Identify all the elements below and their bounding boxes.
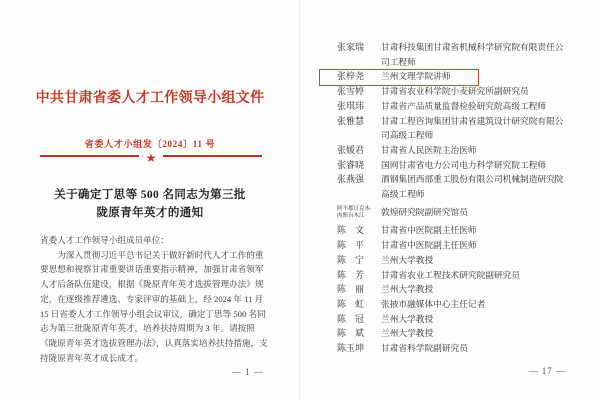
person-name: 陈 芳 [337,269,365,280]
list-item [337,205,566,220]
person-name: 陈 宁 [337,254,365,265]
person-affiliation: 国网甘肃省电力公司电力科学研究院工程师 [381,159,547,170]
page-number: — 1 — [232,367,264,377]
list-item [337,223,566,238]
person-name: 陈玉坤 [337,343,365,354]
body-line: 《陇原青年英才选拔管理办法》，认真落实培养扶持措施，支 [40,337,268,348]
person-affiliation: 兰州文理学院讲师 [381,71,451,82]
list-item [337,282,566,297]
person-name: 陈 文 [337,225,365,236]
list-item [337,253,566,268]
person-name: 张睿晓 [337,159,365,170]
page-number: — 17 — [528,366,566,376]
red-rule-right [163,155,262,157]
list-item [337,143,566,158]
body-line: 人才后备队伍建设，根据《陇原青年英才选拔管理办法》规 [40,279,264,290]
list-item-highlighted [337,69,566,84]
person-affiliation: 甘肃省农业工程技术研究院副研究员 [381,269,520,280]
list-item [337,341,566,356]
list-item [337,238,566,253]
document-number: 省委人才小组发〔2024〕11 号 [84,139,216,149]
person-affiliation: 张掖市融媒体中心主任记者 [381,298,486,309]
document-title [0,187,300,222]
person-affiliation: 敦煌研究院副研究馆员 [381,207,468,218]
person-name: 张雪婷 [337,86,365,97]
body-line: 志为第三批陇原青年英才，培养扶持周期为 3 年。请按照 [40,323,255,334]
person-name: 张燕强 [337,174,365,185]
person-name: 张梓尧 [337,71,365,82]
list-item [337,312,566,327]
recipient-list [337,40,566,356]
person-affiliation: 甘肃省人民医院主治医师 [381,144,477,155]
body-line: 为深入贯彻习近平总书记关于做好新时代人才工作的重 [40,249,264,260]
document-title-line2: 陇原青年英才的通知 [96,206,204,219]
person-affiliation: 兰州大学教授 [381,328,434,339]
person-name: 张家瑞 [337,42,365,52]
person-affiliation: 兰州大学教授 [381,284,434,295]
person-affiliation: 甘肃工程咨询集团甘肃省建筑设计研究院有限公司高级工程师 [381,115,564,141]
person-affiliation: 甘肃省中医院副主任医师 [381,225,477,236]
person-name: 阿不都日克木·肉斯台木江 [337,206,372,219]
body-line: 定，在逐级推荐遴选、专家评审的基础上，经 2024 年 11 月 [40,293,264,304]
body-line: 要思想和视察甘肃重要讲话重要指示精神，加强甘肃省领军 [40,264,264,275]
red-rule-left [40,155,139,157]
list-item [337,99,566,114]
person-affiliation: 甘肃省农业科学院小麦研究所副研究员 [381,86,529,97]
document-body [40,233,268,365]
body-line: 省委人才工作领导小组成员单位： [40,235,169,245]
person-name: 张雅慧 [337,115,365,126]
person-affiliation: 酒钢集团西部重工股份有限公司机械制造研究院高级工程师 [381,174,564,200]
list-item [337,172,566,201]
list-item [337,326,566,341]
person-affiliation: 兰州大学教授 [381,313,434,324]
list-item [337,114,566,143]
list-item [337,297,566,312]
document-title-line1: 关于确定丁思等 500 名同志为第三批 [54,189,246,201]
person-affiliation: 兰州大学教授 [381,254,434,265]
document-header: 中共甘肃省委人才工作领导小组文件 [35,91,265,106]
list-item [337,84,566,99]
right-page [300,0,600,400]
person-name: 陈 斌 [337,328,365,339]
body-line: 持陇原青年英才成长成才。 [40,352,144,363]
person-affiliation: 甘肃省科学院副研究员 [381,343,468,354]
person-name: 张琪玮 [337,100,365,111]
list-item [337,158,566,173]
person-affiliation: 甘肃省产品质量监督检验研究院高级工程师 [381,100,547,111]
person-name: 陈 虹 [337,298,365,309]
person-name: 陈 冠 [337,313,365,324]
person-name: 张媛君 [337,144,365,155]
body-line: 15 日省委人才工作领导小组会议审议，确定丁思等 500 名同 [40,308,266,319]
list-item [337,268,566,283]
red-rule [40,149,262,163]
star-icon: ★ [145,151,157,165]
person-affiliation: 甘肃科技集团甘肃省机械科学研究院有限责任公司工程师 [381,42,564,67]
person-name: 陈 丽 [337,284,365,295]
person-name: 陈 平 [337,240,365,251]
list-item [337,40,566,69]
person-affiliation: 甘肃省中医院副主任医师 [381,240,477,251]
